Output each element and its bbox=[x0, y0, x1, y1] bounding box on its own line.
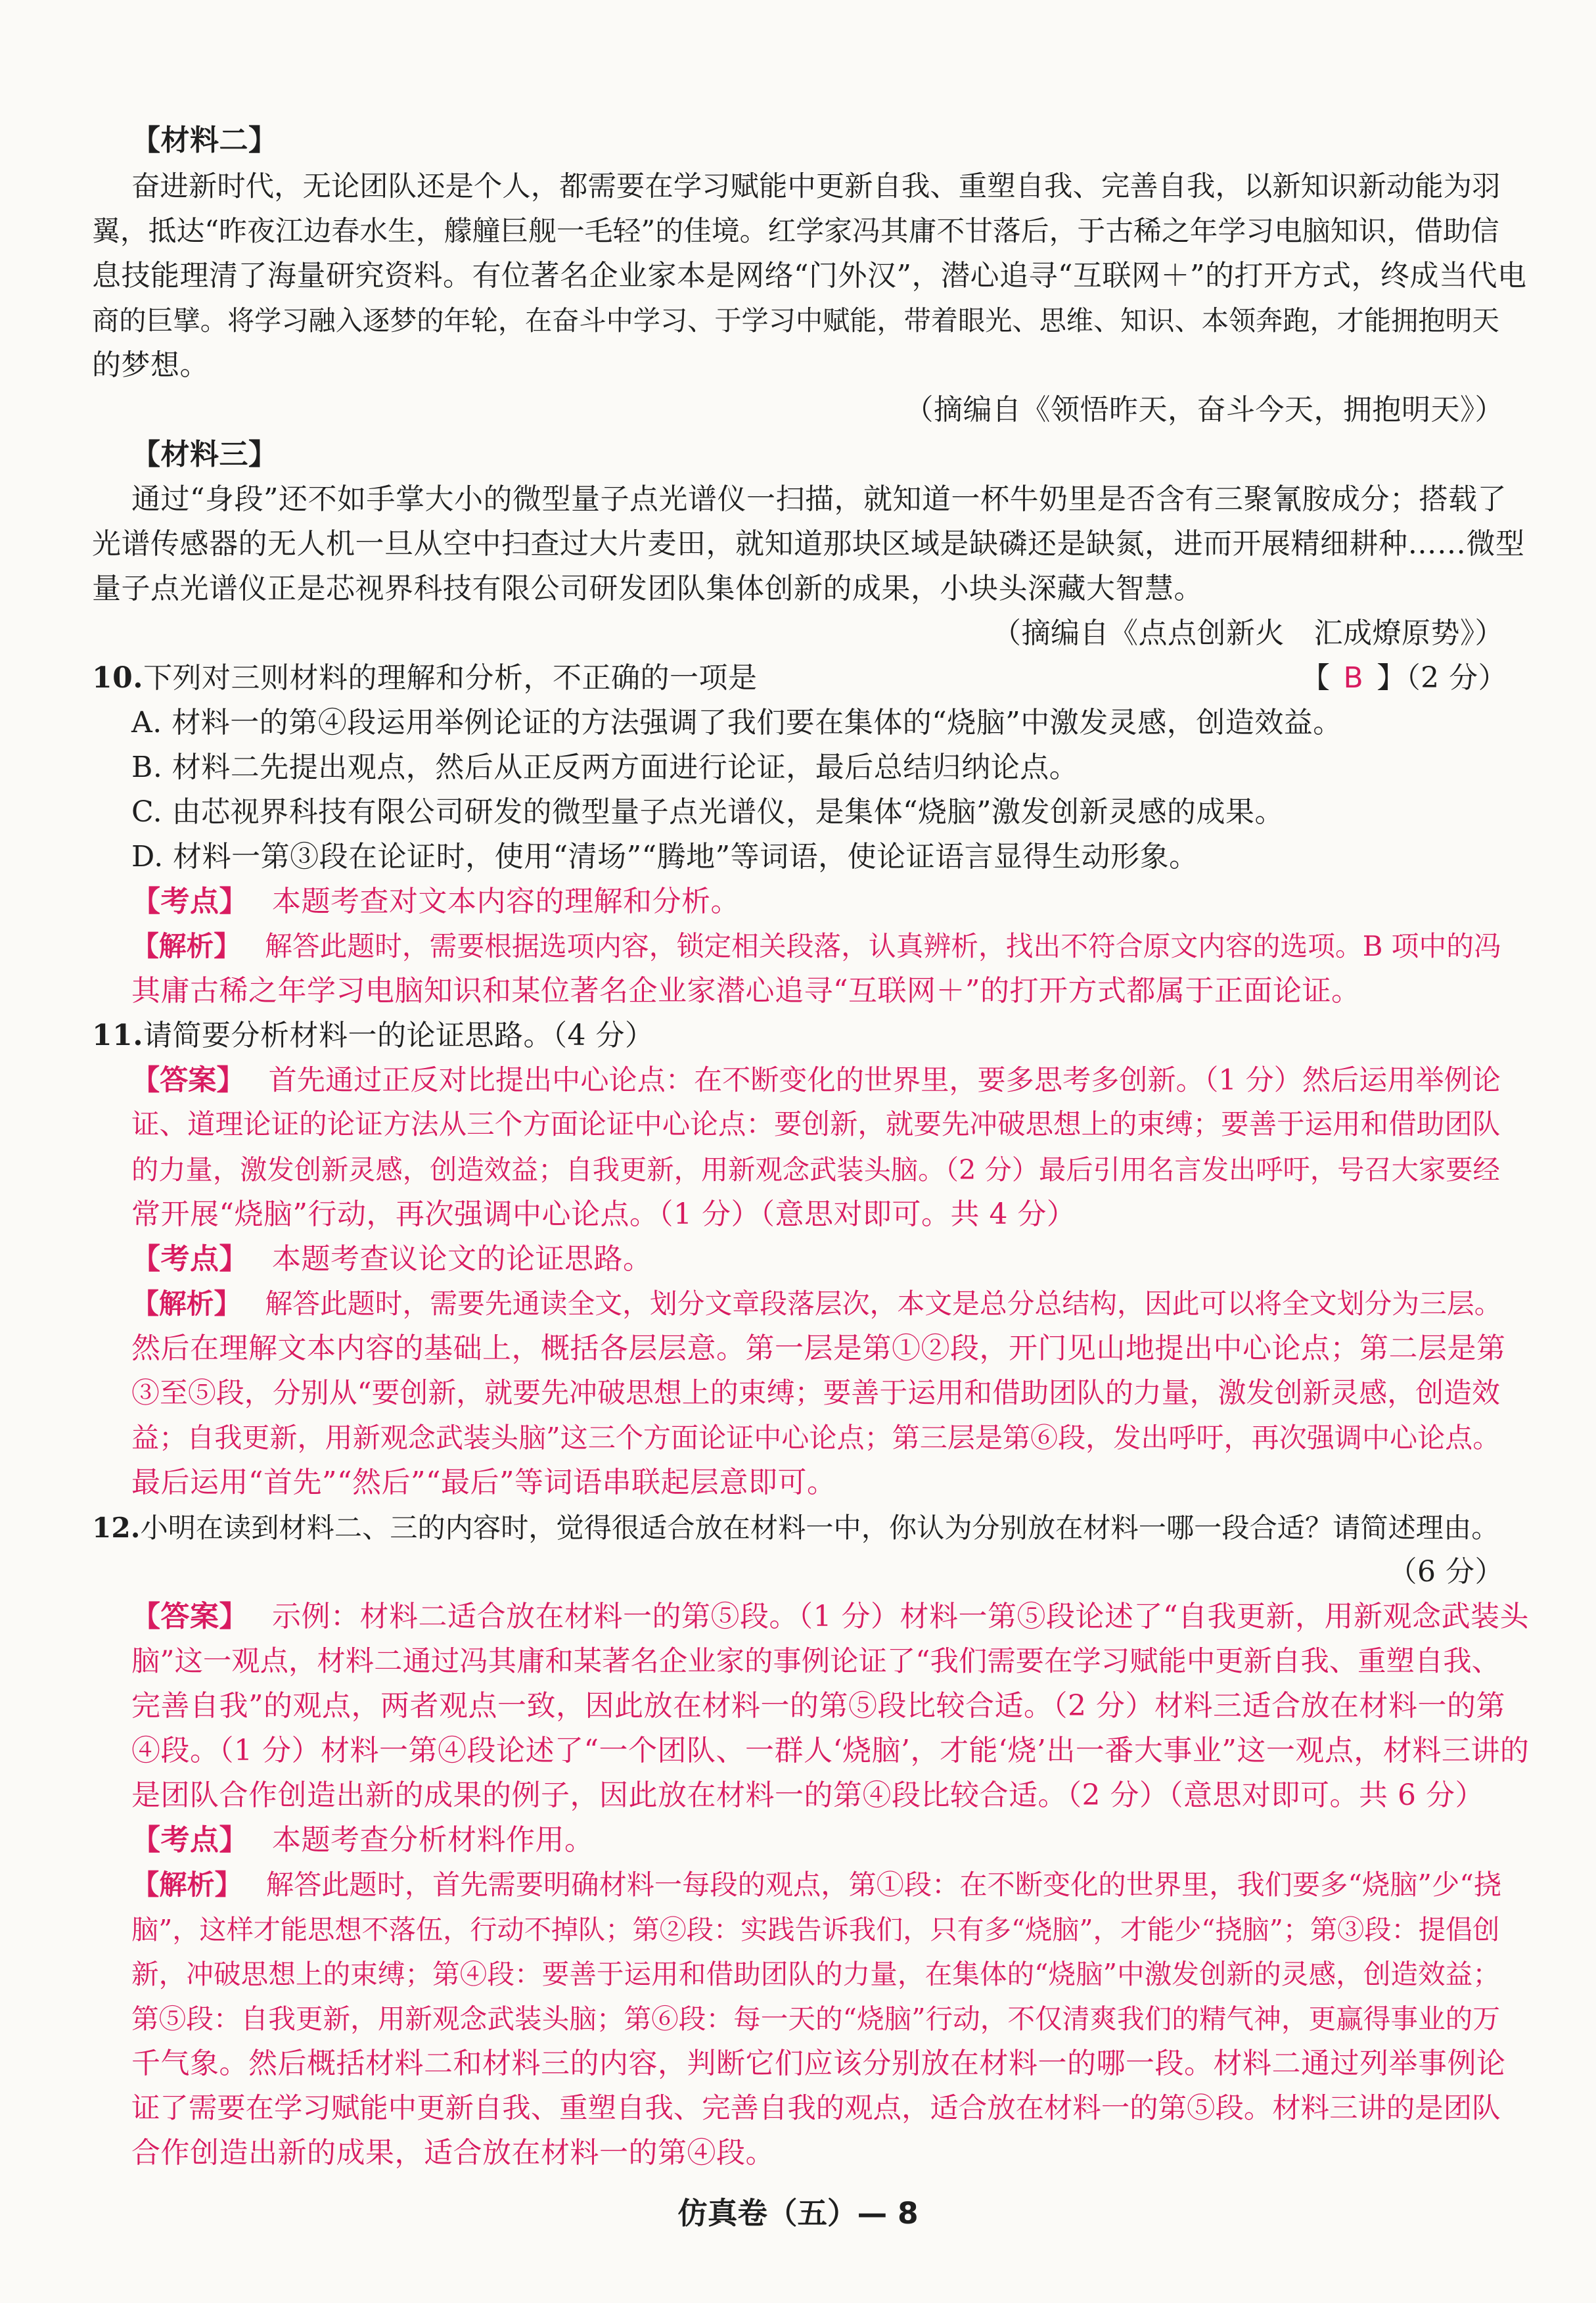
jiexi-line: 证了需要在学习赋能中更新自我、重塑自我、完善自我的观点，适合放在材料一的第⑤段。材料三讲的是团队 bbox=[131, 2092, 1501, 2125]
material2-line: 翼，抵达“昨夜江边春水生，艨艟巨舰一毛轻”的佳境。红学家冯其庸不甘落后，于古稀之年学习电脑知识，借助信 bbox=[92, 215, 1499, 248]
jiexi-line: 新，冲破思想上的束缚；第④段：要善于运用和借助团队的力量，在集体的“烧脑”中激发创新的灵感，创造效益； bbox=[131, 1958, 1500, 1990]
answer-tag: 【答案】 bbox=[131, 1600, 248, 1633]
jiexi-line: 其庸古稀之年学习电脑知识和某位著名企业家潜心追寻“互联网＋”的打开方式都属于正面论证。 bbox=[131, 974, 1361, 1008]
kaodian-tag: 【考点】 bbox=[131, 1823, 248, 1857]
question-12-stem bbox=[92, 1509, 1499, 1547]
jiexi-line: 解答此题时，需要根据选项内容，锁定相关段落，认真辨析，找出不符合原文内容的选项。B 项中的冯 bbox=[265, 930, 1501, 962]
question-number: 11. bbox=[92, 1019, 144, 1052]
jiexi-line: 脑”，这样才能思想不落伍，行动不掉队；第②段：实践告诉我们，只有多“烧脑”，才能少“挠脑”；第③段：提倡创 bbox=[131, 1914, 1500, 1945]
jiexi-line: 解答此题时，首先需要明确材料一每段的观点，第①段：在不断变化的世界里，我们要多“烧脑”少“挠 bbox=[265, 1869, 1502, 1901]
material2-source: （摘编自《领悟昨天，奋斗今天，拥抱明天》） bbox=[904, 393, 1504, 427]
question-10-answer-box bbox=[1301, 660, 1507, 697]
material3-source: （摘编自《点点创新火 汇成燎原势》） bbox=[992, 616, 1504, 650]
answer-tag: 【答案】 bbox=[131, 1064, 245, 1097]
material3-line: 量子点光谱仪正是芯视界科技有限公司研发团队集体创新的成果，小块头深藏大智慧。 bbox=[92, 572, 1203, 605]
q11-jiexi bbox=[131, 1286, 1502, 1322]
material2-line: 奋进新时代，无论团队还是个人，都需要在学习赋能中更新自我、重塑自我、完善自我，以新知识新动能为羽 bbox=[131, 170, 1501, 203]
kaodian-tag: 【考点】 bbox=[131, 1242, 248, 1276]
kaodian-text: 本题考查分析材料作用。 bbox=[272, 1823, 594, 1857]
answer-line: 常开展“烧脑”行动，再次强调中心论点。（1 分）（意思对即可。共 4 分） bbox=[131, 1198, 1076, 1231]
bracket-open: 【 bbox=[1301, 661, 1331, 695]
option-a: A. 材料一的第④段运用举例论证的方法强调了我们要在集体的“烧脑”中激发灵感，创造效益。 bbox=[131, 706, 1342, 739]
question-text: 请简要分析材料一的论证思路。（4 分） bbox=[143, 1019, 654, 1052]
question-number: 12. bbox=[92, 1511, 141, 1544]
kaodian-text: 本题考查对文本内容的理解和分析。 bbox=[272, 885, 740, 918]
page-footer: 仿真卷（五）— 8 bbox=[677, 2196, 919, 2231]
material3-line: 通过“身段”还不如手掌大小的微型量子点光谱仪一扫描，就知道一杯牛奶里是否含有三聚氰胺成分；搭载了 bbox=[131, 482, 1507, 516]
question-text: 小明在读到材料二、三的内容时，觉得很适合放在材料一中，你认为分别放在材料一哪一段合适？请简述理由。 bbox=[140, 1512, 1499, 1544]
answer-line: 是团队合作创造出新的成果的例子，因此放在材料一的第④段比较合适。（2 分）（意思对即可。共 6 分） bbox=[131, 1779, 1484, 1812]
question-number: 10. bbox=[92, 661, 144, 695]
jiexi-line: 解答此题时，需要先通读全文，划分文章段落层次，本文是总分总结构，因此可以将全文划分为三层。 bbox=[265, 1288, 1502, 1320]
material2-line: 商的巨擘。将学习融入逐梦的年轮，在奋斗中学习、于学习中赋能，带着眼光、思维、知识、本领奔跑，才能拥抱明天 bbox=[92, 305, 1499, 337]
q12-kaodian bbox=[131, 1822, 594, 1859]
kaodian-text: 本题考查议论文的论证思路。 bbox=[272, 1242, 652, 1276]
answer-line: 示例：材料二适合放在材料一的第⑤段。（1 分）材料一第⑤段论述了“自我更新，用新观念武装头 bbox=[272, 1600, 1529, 1633]
question-score: （6 分） bbox=[1388, 1555, 1504, 1589]
answer-choice: B bbox=[1343, 661, 1364, 695]
jiexi-line: 然后在理解文本内容的基础上，概括各层层意。第一层是第①②段，开门见山地提出中心论点；第二层是第 bbox=[131, 1332, 1506, 1365]
option-d: D. 材料一第③段在论证时，使用“清场”“腾地”等词语，使论证语言显得生动形象。 bbox=[131, 840, 1198, 873]
material2-heading: 【材料二】 bbox=[131, 124, 278, 157]
option-c: C. 由芯视界科技有限公司研发的微型量子点光谱仪，是集体“烧脑”激发创新灵感的成果。 bbox=[131, 795, 1285, 829]
jiexi-line: 益；自我更新，用新观念武装头脑”这三个方面论证中心论点；第三层是第⑥段，发出呼吁，再次强调中心论点。 bbox=[131, 1422, 1501, 1454]
jiexi-tag: 【解析】 bbox=[131, 930, 242, 962]
q11-kaodian bbox=[131, 1241, 652, 1278]
jiexi-line: 千气象。然后概括材料二和材料三的内容，判断它们应该分别放在材料一的哪一段。材料二通过列举事例论 bbox=[131, 2047, 1506, 2080]
kaodian-tag: 【考点】 bbox=[131, 885, 248, 918]
jiexi-line: 合作创造出新的成果，适合放在材料一的第④段。 bbox=[131, 2136, 775, 2170]
bracket-close: 】 bbox=[1377, 661, 1406, 695]
question-10-stem bbox=[92, 660, 758, 697]
material2-line: 的梦想。 bbox=[92, 348, 209, 382]
answer-line: 的力量，激发创新灵感，创造效益；自我更新，用新观念武装头脑。（2 分）最后引用名言发出呼吁，号召大家要经 bbox=[131, 1154, 1500, 1186]
q10-kaodian bbox=[131, 883, 740, 920]
jiexi-line: 最后运用“首先”“然后”“最后”等词语串联起层意即可。 bbox=[131, 1466, 836, 1499]
q12-answer bbox=[131, 1598, 1529, 1635]
jiexi-tag: 【解析】 bbox=[131, 1869, 242, 1901]
material3-line: 光谱传感器的无人机一旦从空中扫查过大片麦田，就知道那块区域是缺磷还是缺氮，进而开展精细耕种……微型 bbox=[92, 527, 1525, 561]
question-score: （2 分） bbox=[1405, 661, 1508, 695]
question-text: 下列对三则材料的理解和分析，不正确的一项是 bbox=[143, 661, 758, 695]
jiexi-line: 第⑤段：自我更新，用新观念武装头脑；第⑥段：每一天的“烧脑”行动，不仅清爽我们的精气神，更赢得事业的万 bbox=[131, 2003, 1500, 2035]
answer-line: 证、道理论证的论证方法从三个方面论证中心论点：要创新，就要先冲破思想上的束缚；要善于运用和借助团队 bbox=[131, 1109, 1501, 1141]
option-b: B. 材料二先提出观点，然后从正反两方面进行论证，最后总结归纳论点。 bbox=[131, 751, 1079, 784]
jiexi-line: ③至⑤段，分别从“要创新，就要先冲破思想上的束缚；要善于运用和借助团队的力量，激发创新灵感，创造效 bbox=[131, 1377, 1500, 1410]
answer-line: 脑”这一观点，材料二通过冯其庸和某著名企业家的事例论证了“我们需要在学习赋能中更新自我、重塑自我、 bbox=[131, 1645, 1500, 1678]
answer-line: 首先通过正反对比提出中心论点：在不断变化的世界里，要多思考多创新。（1 分）然后运用举例论 bbox=[268, 1064, 1501, 1097]
answer-line: ④段。（1 分）材料一第④段论述了“一个团队、一群人‘烧脑’，才能‘烧’出一番大事业”这一观点，材料三讲的 bbox=[131, 1734, 1530, 1767]
answer-line: 完善自我”的观点，两者观点一致，因此放在材料一的第⑤段比较合适。（2 分）材料三适合放在材料一的第 bbox=[131, 1689, 1505, 1723]
q12-jiexi bbox=[131, 1867, 1501, 1903]
question-11-stem bbox=[92, 1017, 654, 1054]
q11-answer bbox=[131, 1062, 1501, 1099]
q10-jiexi bbox=[131, 928, 1501, 965]
material3-heading: 【材料三】 bbox=[131, 438, 278, 471]
material2-line: 息技能理清了海量研究资料。有位著名企业家本是网络“门外汉”，潜心追寻“互联网＋”的打开方式，终成当代电 bbox=[92, 259, 1527, 292]
jiexi-tag: 【解析】 bbox=[131, 1288, 242, 1320]
